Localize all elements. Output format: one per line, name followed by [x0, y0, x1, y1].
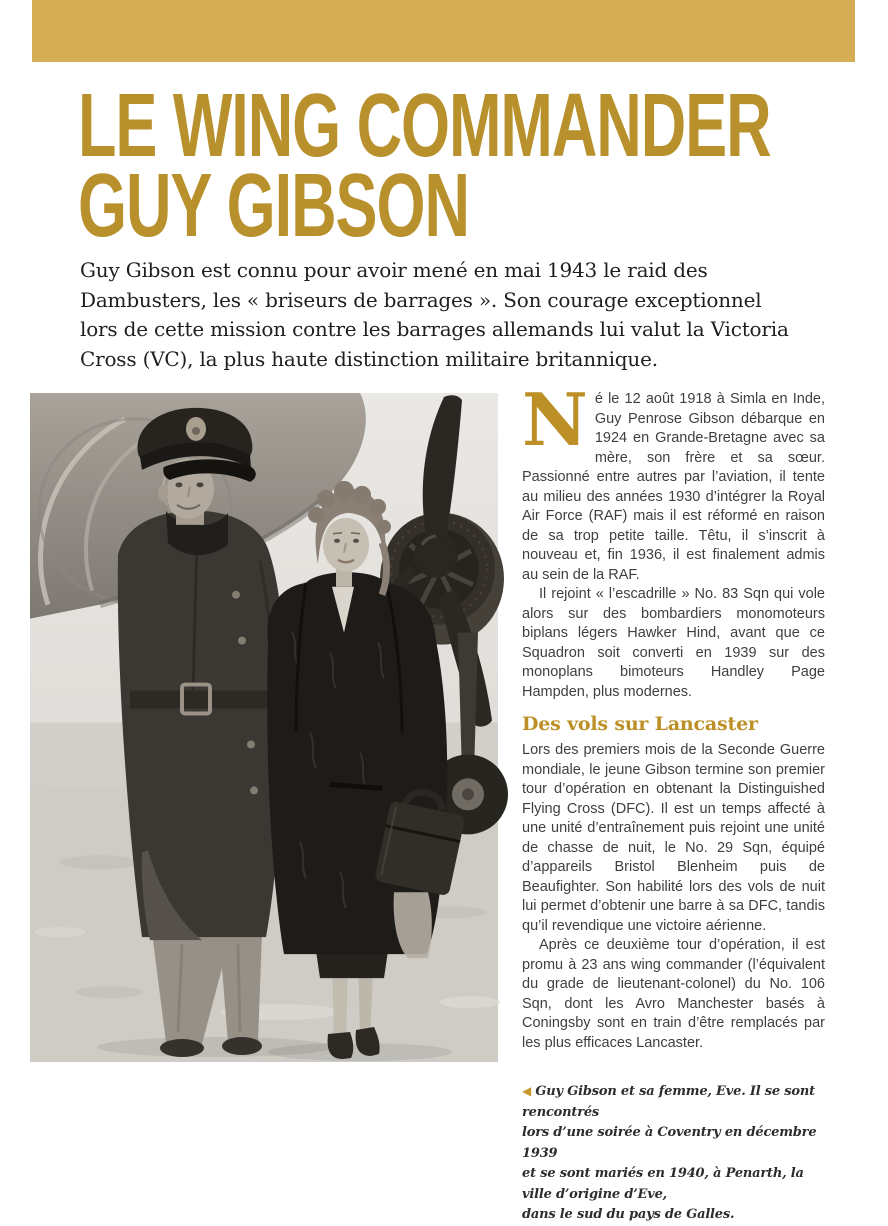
article-column: [522, 377, 825, 1226]
intro-paragraph: Guy Gibson est connu pour avoir mené en mai 1943 le raid des Dambusters, les « briseurs de barrages ». Son courage exceptionnel lors de cette mission contre les barrages allemands lui valut la Victoria Cross (VC), la plus haute distinction militaire britannique.: [80, 258, 789, 371]
title-line-1: LE WING COMMANDER: [78, 76, 771, 176]
paragraph-1-text: é le 12 août 1918 à Simla en Inde, Guy Penrose Gibson débarque en 1924 en Grande-Bretagne avec sa mère, son frère et sa sœur. Passionné entre autres par l’aviation, il tente au milieu des années 1930 d’intégrer la Royal Air Force (RAF) mais il est réformé en raison de sa trop petite taille. Têtu, il s’inscrit à nouveau et, fin 1936, il est finalement admis au sein de la RAF.: [522, 391, 825, 583]
caption-line-1: [522, 1081, 825, 1123]
photo-caption: [522, 1081, 825, 1226]
gibson-photo: [30, 393, 498, 1062]
paragraph-1: [522, 377, 825, 585]
paragraph-2: Il rejoint « l’escadrille » No. 83 Sqn qui vole alors sur des bombardiers monomoteurs biplans légers Hawker Hind, avant que ce Squadron soit converti en 1939 sur des monoplans bimoteurs Handley Page Hampden, plus modernes.: [522, 586, 825, 700]
caption-line-4: dans le sud du pays de Galles.: [522, 1207, 735, 1222]
photo-illustration: [30, 393, 498, 1062]
section-heading: Des vols sur Lancaster: [522, 713, 758, 735]
title-line-2: GUY GIBSON: [78, 156, 469, 256]
caption-line-1-text: Guy Gibson et sa femme, Eve. Il se sont rencontrés: [522, 1084, 815, 1120]
caption-line-2: lors d’une soirée à Coventry en décembre 1939: [522, 1125, 817, 1161]
left-triangle-icon: ◀: [522, 1084, 532, 1098]
top-accent-bar: [32, 0, 855, 62]
paragraph-4: Après ce deuxième tour d’opération, il est promu à 23 ans wing commander (l’équivalent du grade de lieutenant-colonel) du No. 106 Sqn, dont les Avro Manchester basés à Coningsby sont en train d’être remplacés par les plus efficaces Lancaster.: [522, 937, 825, 1051]
drop-cap: N: [522, 377, 588, 462]
page-title: [78, 76, 771, 256]
paragraph-3: Lors des premiers mois de la Seconde Guerre mondiale, le jeune Gibson termine son premier tour d’opération en obtenant la Distinguished Flying Cross (DFC). Il est un temps affecté à une unité d’entraînement puis rejoint une unité de chasse de nuit, le No. 29 Sqn, équipé d’appareils Bristol Blenheim puis de Beaufighter. Son habilité lors des vols de nuit lui permet d’obtenir une barre à sa DFC, tandis qu’il revendique une victoire aérienne.: [522, 742, 825, 934]
caption-line-3: et se sont mariés en 1940, à Penarth, la ville d’origine d’Eve,: [522, 1166, 804, 1202]
